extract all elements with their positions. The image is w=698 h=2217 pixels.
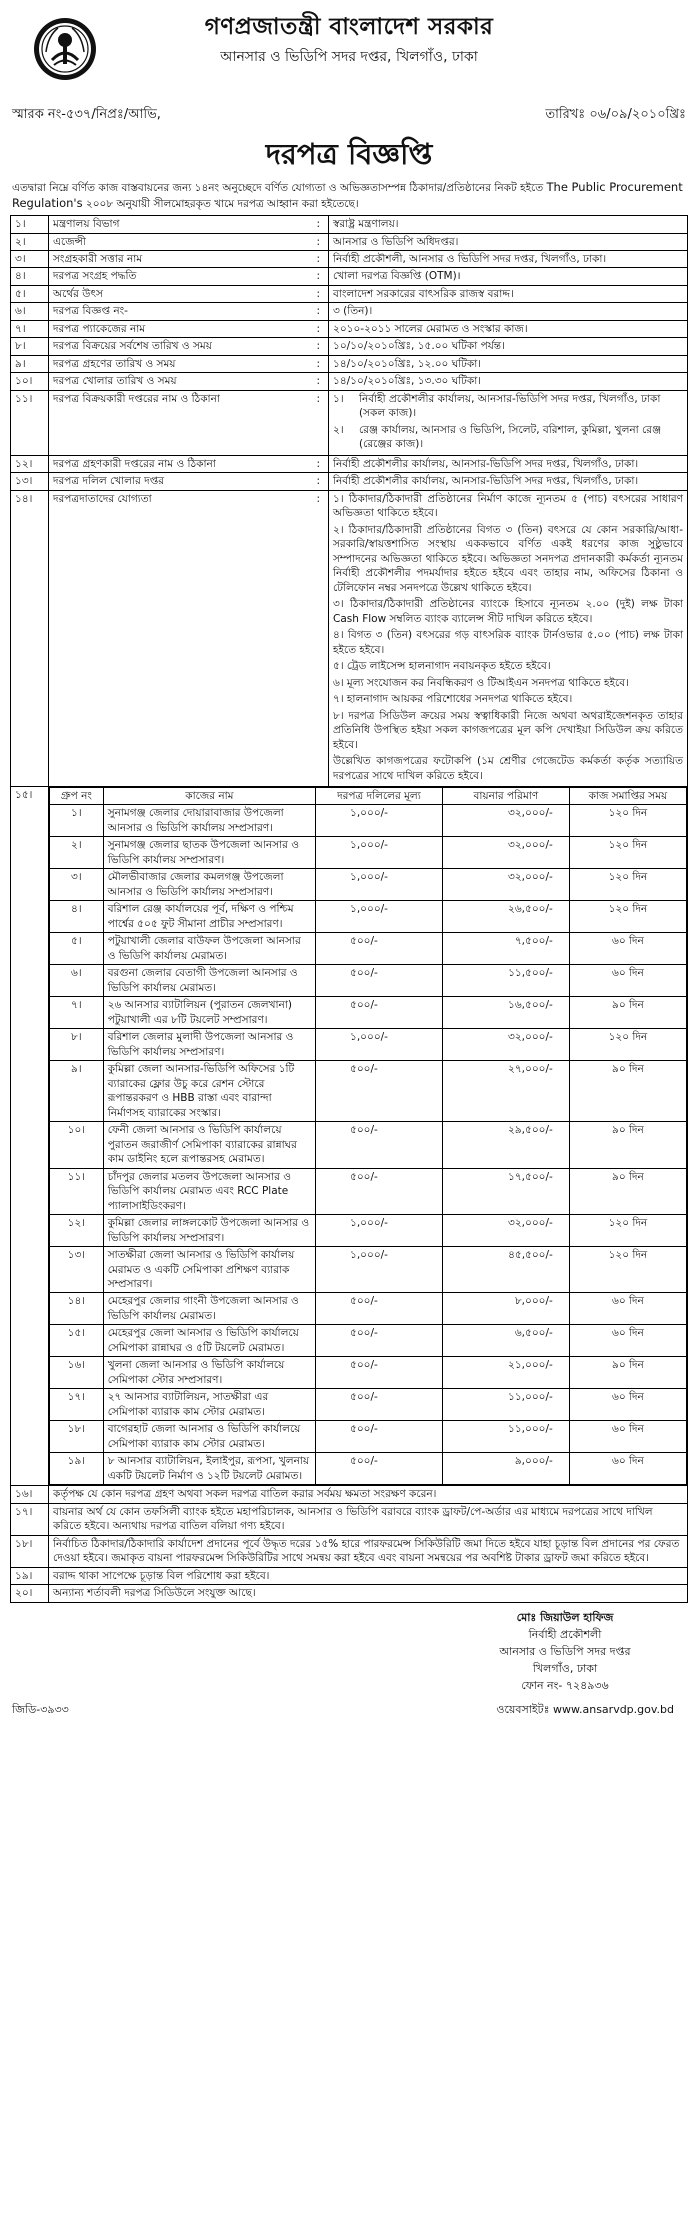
- works-row: [50, 1215, 687, 1247]
- work-group-number: ৮।: [50, 1029, 104, 1061]
- work-completion-time: ৯০ দিন: [569, 1357, 686, 1389]
- table-row: [11, 1503, 688, 1535]
- row-number: ১১।: [11, 390, 49, 455]
- work-group-number: ১৯।: [50, 1453, 104, 1485]
- works-row: [50, 1029, 687, 1061]
- work-completion-time: ৯০ দিন: [569, 1168, 686, 1214]
- works-row: [50, 997, 687, 1029]
- tender-details-table: [10, 215, 688, 1603]
- list-item-number: ২।: [333, 423, 344, 436]
- work-completion-time: ৯০ দিন: [569, 997, 686, 1029]
- work-group-number: ১৭।: [50, 1389, 104, 1421]
- signature-block: [456, 1609, 674, 1694]
- row-value: ১০/১০/২০১০খ্রিঃ, ১৫.০০ ঘটিকা পর্যন্ত।: [329, 338, 688, 355]
- row-label: দরপত্রদাতাদের যোগ্যতা: [49, 490, 309, 786]
- work-doc-price: ১,০০০/-: [316, 1215, 443, 1247]
- row-text: কর্তৃপক্ষ যে কোন দরপত্র গ্রহণ অথবা সকল দরপত্র বাতিল করার সর্বময় ক্ষমতা সংরক্ষণ করেন।: [49, 1486, 688, 1503]
- memo-number: স্মারক নং-৫৩৭/নিপ্রঃ/আভি,: [12, 107, 161, 122]
- work-group-number: ১।: [50, 805, 104, 837]
- eligibility-item: ২। ঠিকাদার/ঠিকাদারী প্রতিষ্ঠানের বিগত ৩ (তিন) বৎসরে যে কোন সরকারি/আধা-সরকারি/স্বায়ত্তশাসিত সংস্থায় এককভাবে বর্ণিত একই ধরণের কাজ সুষ্ঠুভাবে সম্পাদনের অভিজ্ঞতা থাকিতে হইবে। অভিজ্ঞতা সনদপত্র প্রদানকারী কর্মকর্তা ন্যূনতম নির্বাহী প্রকৌশলীর পদমর্যাদার হইতে হইবে এবং তাহার নাম, অফিসের ঠিকানা ও টেলিফোন নম্বর সনদপত্রে উল্লেখ থাকিতে হইবে।: [333, 523, 683, 594]
- table-row: [11, 1567, 688, 1584]
- works-row: [50, 901, 687, 933]
- work-completion-time: ৬০ দিন: [569, 1325, 686, 1357]
- work-completion-time: ৬০ দিন: [569, 965, 686, 997]
- work-completion-time: ৬০ দিন: [569, 1389, 686, 1421]
- work-name: কুমিল্লা জেলার লাঙ্গলকোট উপজেলা আনসার ও ভিডিপি কার্যালয় সম্প্রসারণ।: [103, 1215, 315, 1247]
- work-name: পটুয়াখালী জেলার বাউফল উপজেলা আনসার ও ভিডিপি কার্যালয় মেরামত।: [103, 933, 315, 965]
- work-doc-price: ৫০০/-: [316, 1421, 443, 1453]
- work-name: কুমিল্লা জেলা আনসার-ভিডিপি অফিসের ১টি ব্যারাকের ফ্লোর উচু করে রেশন স্টোরে রূপান্তরকরণ ও HBB রাস্তা এবং বারান্দা নির্মাণসহ ব্যারাকের সংস্কার।: [103, 1061, 315, 1122]
- work-earnest-money: ৬,৫০০/-: [442, 1325, 569, 1357]
- intro-text-en: The Public Procurement Regulation's: [12, 180, 683, 210]
- work-group-number: ১৫।: [50, 1325, 104, 1357]
- header-group: গ্রুপ নং: [50, 787, 104, 804]
- row-text: বরাদ্দ থাকা সাপেক্ষে চূড়ান্ত বিল পরিশোধ করা হইবে।: [49, 1567, 688, 1584]
- work-doc-price: ১,০০০/-: [316, 837, 443, 869]
- row-value: নির্বাহী প্রকৌশলী, আনসার ও ভিডিপি সদর দপ্তর, খিলগাঁও, ঢাকা।: [329, 251, 688, 268]
- work-earnest-money: ৭,৫০০/-: [442, 933, 569, 965]
- works-header-row: [50, 787, 687, 804]
- work-group-number: ১৪।: [50, 1293, 104, 1325]
- work-name: ফেনী জেলা আনসার ও ভিডিপি কার্যালয়ে পুরাতন জরাজীর্ণ সেমিপাকা ব্যারাকের রান্নাঘর কাম ডাইনিং হলে রূপান্তরসহ মেরামত।: [103, 1122, 315, 1168]
- row-label: দরপত্র সংগ্রহ পদ্ধতি: [49, 268, 309, 285]
- row-value: আনসার ও ভিডিপি অধিদপ্তর।: [329, 233, 688, 250]
- table-row: [11, 320, 688, 337]
- row-label: দরপত্র গ্রহণকারী দপ্তরের নাম ও ঠিকানা: [49, 455, 309, 472]
- row-label: দরপত্র খোলার তারিখ ও সময়: [49, 373, 309, 390]
- works-cell: [49, 786, 688, 1485]
- list-item-number: ১।: [333, 392, 344, 405]
- header-doc-price: দরপত্র দলিলের মূল্য: [316, 787, 443, 804]
- signatory-place: খিলগাঁও, ঢাকা: [532, 1661, 598, 1675]
- row-colon: :: [309, 355, 329, 372]
- works-row: [50, 1247, 687, 1293]
- row-value: ৩ (তিন)।: [329, 303, 688, 320]
- work-completion-time: ১২০ দিন: [569, 901, 686, 933]
- row-label: দরপত্র দলিল খোলার দপ্তর: [49, 473, 309, 490]
- row-text: অন্যান্য শর্তাবলী দরপত্র সিডিউলে সংযুক্ত আছে।: [49, 1585, 688, 1602]
- works-row: [50, 1357, 687, 1389]
- row-colon: :: [309, 373, 329, 390]
- header-earnest: বায়নার পরিমাণ: [442, 787, 569, 804]
- row-label: মন্ত্রণালয় বিভাগ: [49, 216, 309, 233]
- signature-area: [10, 1603, 688, 1721]
- work-group-number: ৫।: [50, 933, 104, 965]
- work-group-number: ৯।: [50, 1061, 104, 1122]
- work-group-number: ১২।: [50, 1215, 104, 1247]
- row-colon: :: [309, 303, 329, 320]
- works-table: [49, 787, 687, 1485]
- work-completion-time: ১২০ দিন: [569, 1215, 686, 1247]
- work-completion-time: ৬০ দিন: [569, 1421, 686, 1453]
- row-label: দরপত্র গ্রহণের তারিখ ও সময়: [49, 355, 309, 372]
- row-value: বাংলাদেশ সরকারের বাৎসরিক রাজস্ব বরাদ্দ।: [329, 285, 688, 302]
- row-number: ১৮।: [11, 1535, 49, 1567]
- row-number: ২০।: [11, 1585, 49, 1602]
- table-row: [11, 1486, 688, 1503]
- row-label: দরপত্র বিক্রয়ের সর্বশেষ তারিখ ও সময়: [49, 338, 309, 355]
- work-doc-price: ১,০০০/-: [316, 901, 443, 933]
- work-group-number: ১৬।: [50, 1357, 104, 1389]
- header-work-name: কাজের নাম: [103, 787, 315, 804]
- row-number: ২।: [11, 233, 49, 250]
- works-table-row: [11, 786, 688, 1485]
- works-row: [50, 1168, 687, 1214]
- selling-offices-list: [333, 392, 683, 452]
- work-name: বরিশাল রেঞ্জ কার্যালয়ের পূর্ব, দক্ষিণ ও পশ্চিম পার্শ্বের ৫০৫ ফুট সীমানা প্রাচীর সম্প্রসারণ।: [103, 901, 315, 933]
- eligibility-item: ১। ঠিকাদার/ঠিকাদারী প্রতিষ্ঠানের নির্মাণ কাজে ন্যূনতম ৫ (পাচ) বৎসরের সাধারণ অভিজ্ঞতা থাকিতে হইবে।: [333, 492, 683, 520]
- work-completion-time: ১২০ দিন: [569, 1029, 686, 1061]
- table-row: [11, 390, 688, 455]
- row-text: নির্বাচিত ঠিকাদার/ঠিকাদারি কার্যাদেশ প্রদানের পূর্বে উদ্ধৃত দরের ১৫% হারে পারফরমেন্স সিকিউরিটি জমা দিতে হইবে যাহা চূড়ান্ত বিল প্রদানের পর ফেরত দেওয়া হইবে। জমাকৃত বায়না পারফরমেন্স সিকিউরিটির সাথে সমন্বয় করা হইবে এবং বায়না সমন্বয়ের পর অবশিষ্ট টাকার ড্রাফট জমা করিতে হইবে।: [49, 1535, 688, 1567]
- list-item-text: নির্বাহী প্রকৌশলীর কার্যালয়, আনসার-ভিডিপি সদর দপ্তর, খিলগাঁও, ঢাকা (সকল কাজ)।: [359, 392, 661, 420]
- signatory-phone: ফোন নং- ৭২৪৯৩৬: [521, 1678, 609, 1692]
- work-name: ২৬ আনসার ব্যাটালিয়ন (পুরাতন জেলখানা) পটুয়াখালী এর ৮টি টয়লেট সম্প্রসারণ।: [103, 997, 315, 1029]
- eligibility-item: ৩। ঠিকাদার/ঠিকাদারী প্রতিষ্ঠানের ব্যাংকে হিসাবে ন্যূনতম ২.০০ (দুই) লক্ষ টাকা Cash Flow সম্বলিত ব্যাংক ব্যালেন্স সীট দাখিল করিতে হইবে।: [333, 598, 683, 625]
- work-earnest-money: ৩২,০০০/-: [442, 869, 569, 901]
- work-doc-price: ৫০০/-: [316, 997, 443, 1029]
- works-row: [50, 1453, 687, 1485]
- row-colon: :: [309, 320, 329, 337]
- intro-text-bn2: ২০০৮ অনুযায়ী সীলমোহরকৃত খামে দরপত্র আহ্বান করা হইতেছে।: [85, 197, 359, 210]
- work-doc-price: ৫০০/-: [316, 1293, 443, 1325]
- row-number: ৬।: [11, 303, 49, 320]
- row-colon: :: [309, 473, 329, 490]
- work-group-number: ১০।: [50, 1122, 104, 1168]
- work-earnest-money: ১১,০০০/-: [442, 1389, 569, 1421]
- row-number: ১২।: [11, 455, 49, 472]
- row-colon: :: [309, 390, 329, 455]
- row-colon: :: [309, 233, 329, 250]
- works-row: [50, 805, 687, 837]
- row-colon: :: [309, 216, 329, 233]
- header: [10, 10, 688, 132]
- work-earnest-money: ২৬,৫০০/-: [442, 901, 569, 933]
- row-number: ১৯।: [11, 1567, 49, 1584]
- work-doc-price: ৫০০/-: [316, 965, 443, 997]
- row-number: ১৬।: [11, 1486, 49, 1503]
- website-link[interactable]: ওয়েবসাইটঃ www.ansarvdp.gov.bd: [496, 1702, 674, 1716]
- table-row: [11, 216, 688, 233]
- row-number: ৮।: [11, 338, 49, 355]
- table-row: [11, 251, 688, 268]
- row-colon: :: [309, 268, 329, 285]
- eligibility-item: উল্লেখিত কাগজপত্রের ফটোকপি (১ম শ্রেণীর গেজেটেড কর্মকর্তা কর্তৃক সত্যায়িত দরপত্রের সাথে দাখিল করিতে হইবে।: [333, 755, 683, 782]
- government-seal-icon: [32, 16, 98, 82]
- work-name: সুনামগঞ্জ জেলার ছাতক উপজেলা আনসার ও ভিডিপি কার্যালয় সম্প্রসারণ।: [103, 837, 315, 869]
- government-title: গণপ্রজাতন্ত্রী বাংলাদেশ সরকার: [204, 14, 494, 40]
- work-completion-time: ৬০ দিন: [569, 1453, 686, 1485]
- work-group-number: ১৮।: [50, 1421, 104, 1453]
- row-label: সংগ্রহকারী সত্তার নাম: [49, 251, 309, 268]
- row-value: [329, 390, 688, 455]
- row-value: খোলা দরপত্র বিজ্ঞপ্তি (OTM)।: [329, 268, 688, 285]
- works-row: [50, 1122, 687, 1168]
- signatory-office: আনসার ও ভিডিপি সদর দপ্তর: [499, 1644, 631, 1658]
- work-doc-price: ৫০০/-: [316, 1453, 443, 1485]
- work-completion-time: ১২০ দিন: [569, 869, 686, 901]
- work-group-number: ৩।: [50, 869, 104, 901]
- table-row: [11, 455, 688, 472]
- work-name: খুলনা জেলা আনসার ও ভিডিপি কার্যালয়ে সেমিপাকা স্টোর সম্প্রসারণ।: [103, 1357, 315, 1389]
- work-completion-time: ১২০ দিন: [569, 805, 686, 837]
- row-value: নির্বাহী প্রকৌশলীর কার্যালয়, আনসার-ভিডিপি সদর দপ্তর, খিলগাঁও, ঢাকা।: [329, 455, 688, 472]
- table-row: [11, 268, 688, 285]
- work-doc-price: ১,০০০/-: [316, 869, 443, 901]
- work-name: ৮ আনসার ব্যাটালিয়ন, ইলাইপুর, রূপসা, খুলনায় একটি টয়লেট নির্মাণ ও ১২টি টয়লেট মেরামত।: [103, 1453, 315, 1485]
- table-row: [11, 1535, 688, 1567]
- works-row: [50, 933, 687, 965]
- work-name: বরগুনা জেলার বেতাগী উপজেলা আনসার ও ভিডিপি কার্যালয় মেরামত।: [103, 965, 315, 997]
- works-row: [50, 1389, 687, 1421]
- work-completion-time: ৯০ দিন: [569, 1061, 686, 1122]
- work-doc-price: ৫০০/-: [316, 1061, 443, 1122]
- works-row: [50, 1061, 687, 1122]
- table-row: [11, 338, 688, 355]
- work-name: মেহেরপুর জেলা আনসার ও ভিডিপি কার্যালয়ে সেমিপাকা রান্নাঘর ও ৫টি টয়লেট মেরামত।: [103, 1325, 315, 1357]
- row-value: ২০১০-২০১১ সালের মেরামত ও সংস্কার কাজ।: [329, 320, 688, 337]
- work-name: সাতক্ষীরা জেলা আনসার ও ভিডিপি কার্যালয় মেরামত ও একটি সেমিপাকা প্রশিক্ষণ ব্যারাক সম্প্রসারণ।: [103, 1247, 315, 1293]
- row-number: ১৩।: [11, 473, 49, 490]
- work-completion-time: ১২০ দিন: [569, 837, 686, 869]
- row-value: স্বরাষ্ট্র মন্ত্রণালয়।: [329, 216, 688, 233]
- row-label: দরপত্র বিক্রয়কারী দপ্তরের নাম ও ঠিকানা: [49, 390, 309, 455]
- office-address: আনসার ও ভিডিপি সদর দপ্তর, খিলগাঁও, ঢাকা: [220, 48, 478, 65]
- row-value: ১৪/১০/২০১০খ্রিঃ, ১৩.৩০ ঘটিকা।: [329, 373, 688, 390]
- row-number: ৩।: [11, 251, 49, 268]
- work-doc-price: ৫০০/-: [316, 1122, 443, 1168]
- list-item-text: রেঞ্জ কার্যালয়, আনসার ও ভিডিপি, সিলেট, বরিশাল, কুমিল্লা, খুলনা রেঞ্জ (রেঞ্জের কাজ)।: [359, 423, 662, 451]
- table-row: [11, 233, 688, 250]
- work-group-number: ১১।: [50, 1168, 104, 1214]
- intro-text-bn: এতদ্বারা নিম্নে বর্ণিত কাজ বাস্তবায়নের জন্য ১৪নং অনুচ্ছেদে বর্ণিত যোগ্যতা ও অভিজ্ঞতাসম্পন্ন ঠিকাদার/প্রতিষ্ঠানের নিকট হইতে: [12, 182, 544, 194]
- table-row: [11, 285, 688, 302]
- work-earnest-money: ১১,০০০/-: [442, 1421, 569, 1453]
- work-group-number: ২।: [50, 837, 104, 869]
- memo-date: তারিখঃ ০৬/০৯/২০১০খ্রিঃ: [545, 107, 686, 122]
- work-name: বরিশাল জেলার মুলাদী উপজেলা আনসার ও ভিডিপি কার্যালয় সম্প্রসারণ।: [103, 1029, 315, 1061]
- work-name: ২৭ আনসার ব্যাটালিয়ন, সাতক্ষীরা এর সেমিপাকা ব্যারাক কাম স্টোর মেরামত।: [103, 1389, 315, 1421]
- row-number: ১।: [11, 216, 49, 233]
- gd-number: জিডি-৩৯৩৩: [12, 1702, 69, 1716]
- works-row: [50, 1293, 687, 1325]
- work-earnest-money: ৩২,০০০/-: [442, 1029, 569, 1061]
- work-doc-price: ৫০০/-: [316, 1325, 443, 1357]
- page-title: দরপত্র বিজ্ঞপ্তি: [265, 137, 433, 171]
- row-number: ১৭।: [11, 1503, 49, 1535]
- work-earnest-money: ১৬,৫০০/-: [442, 997, 569, 1029]
- work-name: বাগেরহাট জেলা আনসার ও ভিডিপি কার্যালয়ে সেমিপাকা ব্যারাক কাম স্টোর মেরামত।: [103, 1421, 315, 1453]
- row-number: ৪।: [11, 268, 49, 285]
- row-number: ১০।: [11, 373, 49, 390]
- works-row: [50, 1325, 687, 1357]
- work-name: চাঁদপুর জেলার মতলব উপজেলা আনসার ও ভিডিপি কার্যালয় মেরামত এবং RCC Plate প্যালাসাইডিংকরণ।: [103, 1168, 315, 1214]
- works-row: [50, 837, 687, 869]
- table-row: [11, 373, 688, 390]
- row-label: দরপত্র বিজ্ঞপ্ত নং-: [49, 303, 309, 320]
- table-row: [11, 1585, 688, 1602]
- work-group-number: ৪।: [50, 901, 104, 933]
- row-colon: :: [309, 251, 329, 268]
- list-item: [333, 423, 683, 452]
- row-label: অর্থের উৎস: [49, 285, 309, 302]
- work-group-number: ১৩।: [50, 1247, 104, 1293]
- work-earnest-money: ১৭,৫০০/-: [442, 1168, 569, 1214]
- row-label: এজেন্সী: [49, 233, 309, 250]
- work-doc-price: ৫০০/-: [316, 1357, 443, 1389]
- work-group-number: ৭।: [50, 997, 104, 1029]
- row-number: ১৪।: [11, 490, 49, 786]
- eligibility-item: ৭। হালনাগাদ আয়কর পরিশোধের সনদপত্র থাকিতে হইবে।: [333, 693, 573, 706]
- work-group-number: ৬।: [50, 965, 104, 997]
- row-number: ১৫।: [11, 786, 49, 1485]
- row-colon: :: [309, 338, 329, 355]
- work-earnest-money: ৮,০০০/-: [442, 1293, 569, 1325]
- work-earnest-money: ৩২,০০০/-: [442, 1215, 569, 1247]
- work-earnest-money: ১১,৫০০/-: [442, 965, 569, 997]
- row-number: ৫।: [11, 285, 49, 302]
- work-name: মেহেরপুর জেলার গাংনী উপজেলা আনসার ও ভিডিপি কার্যালয় মেরামত।: [103, 1293, 315, 1325]
- work-earnest-money: ২১,০০০/-: [442, 1357, 569, 1389]
- work-doc-price: ১,০০০/-: [316, 805, 443, 837]
- row-colon: :: [309, 490, 329, 786]
- work-earnest-money: ৩২,০০০/-: [442, 837, 569, 869]
- eligibility-item: ৫। ট্রেড লাইসেন্স হালনাগাদ নবায়নকৃত হইতে হইবে।: [333, 660, 551, 673]
- work-earnest-money: ২৯,৫০০/-: [442, 1122, 569, 1168]
- row-colon: :: [309, 285, 329, 302]
- works-row: [50, 869, 687, 901]
- work-doc-price: ৫০০/-: [316, 933, 443, 965]
- work-completion-time: ৬০ দিন: [569, 933, 686, 965]
- eligibility-item: ৬। মূল্য সংযোজন কর নিবন্ধিকরণ ও টিআইএন সনদপত্র থাকিতে হইবে।: [333, 676, 629, 689]
- table-row: [11, 303, 688, 320]
- table-row: [11, 355, 688, 372]
- row-colon: :: [309, 455, 329, 472]
- table-row: [11, 473, 688, 490]
- eligibility-item: ৮। দরপত্র সিডিউল ক্রয়ের সময় স্বত্বাধিকারী নিজে অথবা অথরাইজেশনকৃত তাহার প্রতিনিধি উপস্থিত হইয়া সকল কাগজপত্রের মূল কপি দেখাইয়া সিডিউল ক্রয় করিতে হইবে।: [333, 709, 683, 751]
- work-doc-price: ৫০০/-: [316, 1389, 443, 1421]
- table-row: [11, 490, 688, 786]
- work-earnest-money: ২৭,০০০/-: [442, 1061, 569, 1122]
- row-number: ৭।: [11, 320, 49, 337]
- works-row: [50, 965, 687, 997]
- work-earnest-money: ৪৫,৫০০/-: [442, 1247, 569, 1293]
- work-earnest-money: ৩২,০০০/-: [442, 805, 569, 837]
- eligibility-list: [329, 490, 688, 786]
- row-value: ১৪/১০/২০১০খ্রিঃ, ১২.০০ ঘটিকা।: [329, 355, 688, 372]
- row-label: দরপত্র প্যাকেজের নাম: [49, 320, 309, 337]
- work-doc-price: ১,০০০/-: [316, 1247, 443, 1293]
- header-completion: কাজ সমাপ্তির সময়: [569, 787, 686, 804]
- work-doc-price: ৫০০/-: [316, 1168, 443, 1214]
- work-doc-price: ১,০০০/-: [316, 1029, 443, 1061]
- list-item: [333, 392, 683, 421]
- work-completion-time: ৯০ দিন: [569, 1122, 686, 1168]
- intro-paragraph: [10, 178, 688, 215]
- row-value: নির্বাহী প্রকৌশলীর কার্যালয়, আনসার-ভিডিপি সদর দপ্তর, খিলগাঁও, ঢাকা।: [329, 473, 688, 490]
- signatory-name: মোঃ জিয়াউল হাফিজ: [516, 1610, 614, 1624]
- row-text: বায়নার অর্থ যে কোন তফসিলী ব্যাংক হইতে মহাপরিচালক, আনসার ও ভিডিপি বরাবরে ব্যাংক ড্রাফট/পে-অর্ডার এর মাধ্যমে দরপত্রের সাথে দাখিল করিতে হইবে। অন্যথায় দরপত্র বাতিল বলিয়া গণ্য হইবে।: [49, 1503, 688, 1535]
- work-earnest-money: ৯,০০০/-: [442, 1453, 569, 1485]
- works-row: [50, 1421, 687, 1453]
- work-completion-time: ১২০ দিন: [569, 1247, 686, 1293]
- work-completion-time: ৬০ দিন: [569, 1293, 686, 1325]
- row-number: ৯।: [11, 355, 49, 372]
- signatory-designation: নির্বাহী প্রকৌশলী: [528, 1627, 602, 1641]
- work-name: সুনামগঞ্জ জেলার দোয়ারাবাজার উপজেলা আনসার ও ভিডিপি কার্যালয় সম্প্রসারণ।: [103, 805, 315, 837]
- work-name: মৌলভীবাজার জেলার কমলগঞ্জ উপজেলা আনসার ও ভিডিপি কার্যালয় সম্প্রসারণ।: [103, 869, 315, 901]
- eligibility-item: ৪। বিগত ৩ (তিন) বৎসরের গড় বাৎসরিক ব্যাংক টার্নওভার ৫.০০ (পাচ) লক্ষ টাকা হইতে হইবে।: [333, 629, 683, 656]
